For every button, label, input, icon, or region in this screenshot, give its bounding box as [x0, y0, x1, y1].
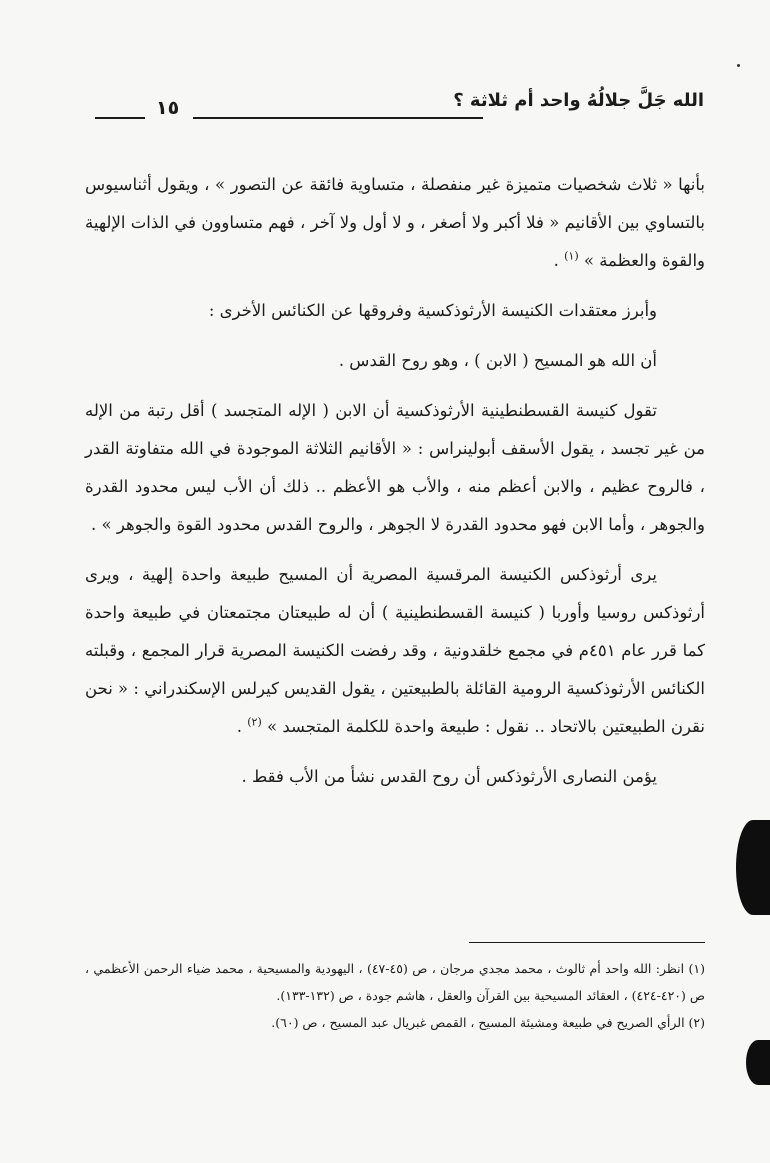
footnotes [85, 955, 705, 1036]
paragraph-6: يؤمن النصارى الأرثوذكس أن روح القدس نشأ من الأب فقط . [241, 767, 657, 786]
scan-speck [737, 64, 740, 67]
paragraph-5-end: . [236, 717, 242, 736]
footnote-ref-2: (٢) [247, 715, 262, 729]
paragraph-1 [85, 166, 705, 280]
paragraph-1-text: بأنها « ثلاث شخصيات متميزة غير منفصلة ، متساوية فائقة عن التصور » ، ويقول أثناسيوس بالتساوي بين الأقانيم « فلا أكبر ولا أصغر ، و لا أول ولا آخر ، فهم متساوون في الذات الإلهية والقوة والعظمة » [85, 175, 705, 270]
footnote-separator [469, 942, 705, 943]
footnote-1: (١) انظر: الله واحد أم ثالوث ، محمد مجدي مرجان ، ص (٤٥-٤٧) ، اليهودية والمسيحية ، محمد ضياء الرحمن الأعظمي ، ص (٤٢٠-٤٢٤) ، العقائد المسيحية بين القرآن والعقل ، هاشم جودة ، ص (١٣٢-١٣٣). [85, 961, 705, 1003]
scan-edge-blot [736, 820, 770, 915]
paragraph-2: وأبرز معتقدات الكنيسة الأرثوذكسية وفروقها عن الكنائس الأخرى : [208, 301, 657, 320]
header-rule [193, 117, 483, 119]
footnote-ref-1: (١) [564, 249, 579, 263]
paragraph-4: تقول كنيسة القسطنطينية الأرثوذكسية أن الابن ( الإله المتجسد ) أقل رتبة من الإله من غير تجسد ، يقول الأسقف أبولينراس : « الأقانيم الثلاثة الموجودة في الله متفاوتة القدر ، فالروح عظيم ، والابن أعظم منه ، والأب هو الأعظم .. ذلك أن الأب ليس محدود القدرة والجوهر ، وأما الابن فهو محدود القدرة لا الجوهر ، والروح القدس محدود القوة والجوهر » . [85, 401, 705, 534]
paragraph-5 [85, 556, 705, 746]
footnote-2: (٢) الرأي الصريح في طبيعة ومشيئة المسيح ، القمص غبريال عبد المسيح ، ص (٦٠). [271, 1015, 705, 1030]
body-text [85, 166, 705, 808]
header-rule-left [95, 117, 145, 119]
scan-edge-blot-lower [746, 1040, 770, 1085]
paragraph-1-end: . [553, 251, 559, 270]
running-header-title: الله جَلَّ جلالُهُ واحد أم ثلاثة ؟ [453, 90, 704, 111]
paragraph-3: أن الله هو المسيح ( الابن ) ، وهو روح القدس . [338, 351, 657, 370]
page-number: ١٥ [156, 97, 180, 119]
paragraph-5-text: يرى أرثوذكس الكنيسة المرقسية المصرية أن المسيح طبيعة واحدة إلهية ، ويرى أرثوذكس روسيا وأوربا ( كنيسة القسطنطينية ) أن له طبيعتان مجتمعتان في طبيعة واحدة كما قرر عام ٤٥١م في مجمع خلقدونية ، وقد رفضت الكنيسة المصرية قرار المجمع ، وقبلته الكنائس الأرثوذكسية الرومية القائلة بالطبيعتين ، يقول القديس كيرلس الإسكندراني : « نحن نقرن الطبيعتين بالاتحاد .. نقول : طبيعة واحدة للكلمة المتجسد » [85, 565, 705, 736]
